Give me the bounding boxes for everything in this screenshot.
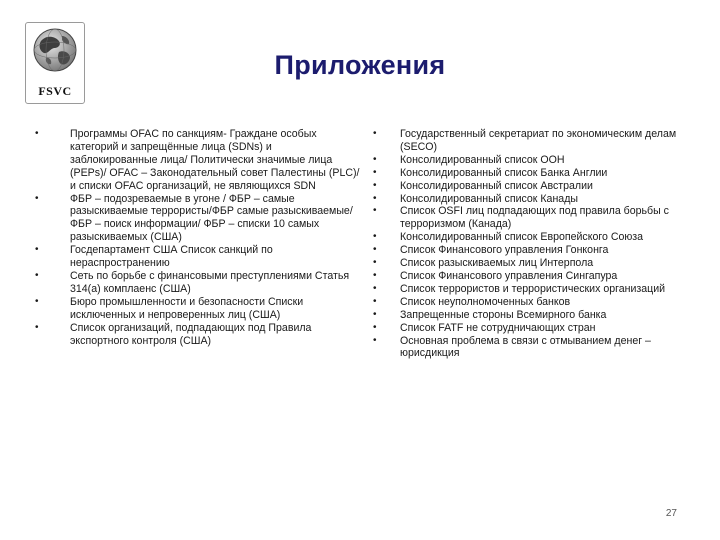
page-number: 27 [665, 508, 677, 519]
bullet-icon: • [373, 128, 377, 139]
list-item [373, 269, 680, 283]
list-item [35, 128, 360, 193]
bullet-icon: • [35, 128, 39, 139]
list-item-text: Список организаций, подпадающих под Правила экспортного контроля (США) [70, 321, 312, 347]
list-item-text: Консолидированный список ООН [400, 153, 565, 166]
list-item [35, 192, 360, 245]
list-item-text: Список неуполномоченных банков [400, 295, 571, 308]
bullet-icon: • [35, 192, 39, 204]
bullet-icon: • [373, 166, 377, 178]
list-item-text: Программы OFAC по санкциям- Граждане особых категорий и запрещённые лица (SDNs) и заблокированные лица/ Политически значимые лица (PEPs)/ OFAC – Законодательный совет Палестины (PLC)/ и списки OFAC организаций, не являющихся SDN [70, 128, 360, 192]
right-list [373, 128, 680, 360]
list-item-text: Список разыскиваемых лиц Интерпола [400, 257, 594, 270]
list-item-text: Список FATF не сотрудничающих стран [400, 321, 596, 334]
fsvc-logo [25, 22, 85, 104]
list-item [373, 179, 680, 193]
list-item [35, 244, 360, 270]
list-item-text: Список OSFI лиц подпадающих под правила борьбы с терроризмом (Канада) [400, 205, 669, 231]
globe-icon [32, 27, 78, 73]
list-item-text: Список Финансового управления Сингапура [400, 269, 618, 282]
bullet-icon: • [373, 257, 377, 269]
list-item-text: Госдепартамент США Список санкций по нераспространению [70, 244, 273, 270]
page-title: Приложения [274, 50, 446, 80]
bullet-icon: • [373, 179, 377, 191]
bullet-icon: • [35, 244, 39, 256]
bullet-icon: • [35, 295, 39, 307]
bullet-icon: • [373, 321, 377, 333]
list-item-text: Государственный секретариат по экономическим делам (SECO) [400, 128, 677, 153]
list-item-text: Консолидированный список Европейского Союза [400, 231, 644, 244]
list-item-text: Основная проблема в связи с отмыванием денег – юрисдикция [400, 334, 651, 360]
bullet-icon: • [373, 282, 377, 294]
list-item [373, 166, 680, 180]
list-item [373, 334, 680, 361]
list-item [373, 244, 680, 257]
bullet-icon: • [373, 269, 377, 281]
list-item-text: Список террористов и террористических организаций [400, 282, 666, 295]
list-item [35, 269, 360, 296]
list-item [373, 192, 680, 206]
list-item [373, 231, 680, 244]
bullet-icon: • [373, 205, 377, 217]
list-item [373, 308, 680, 322]
list-item-text: Список Финансового управления Гонконга [400, 244, 609, 257]
bullet-icon: • [35, 321, 39, 333]
bullet-icon: • [373, 244, 377, 256]
left-list [35, 128, 360, 347]
logo-text: FSVC [38, 84, 72, 98]
bullet-icon: • [373, 192, 377, 204]
list-item [373, 321, 680, 335]
list-item [373, 153, 680, 167]
list-item-text: ФБР – подозреваемые в угоне / ФБР – самые разыскиваемые террористы/ФБР самые разыскиваемые/ ФБР – поиск информации/ ФБР – списки 10 самых разыскиваемых (США) [70, 192, 353, 244]
list-item-text: Бюро промышленности и безопасности Списки исключенных и непроверенных лиц (США) [70, 295, 304, 321]
list-item [373, 282, 680, 296]
bullet-icon: • [373, 334, 377, 346]
bullet-icon: • [373, 308, 377, 320]
list-item [373, 295, 680, 309]
bullet-icon: • [373, 153, 377, 165]
list-item [35, 295, 360, 322]
list-item-text: Сеть по борьбе с финансовыми преступлениями Статья 314(a) комплаенс (США) [70, 269, 350, 295]
list-item-text: Консолидированный список Австралии [400, 179, 593, 192]
list-item [35, 321, 360, 348]
list-item [373, 205, 680, 231]
list-item-text: Запрещенные стороны Всемирного банка [400, 308, 607, 321]
bullet-icon: • [35, 269, 39, 281]
list-item [373, 128, 680, 154]
bullet-icon: • [373, 231, 377, 243]
list-item-text: Консолидированный список Банка Англии [400, 166, 608, 179]
list-item [373, 257, 680, 270]
list-item-text: Консолидированный список Канады [400, 192, 578, 205]
bullet-icon: • [373, 295, 377, 307]
